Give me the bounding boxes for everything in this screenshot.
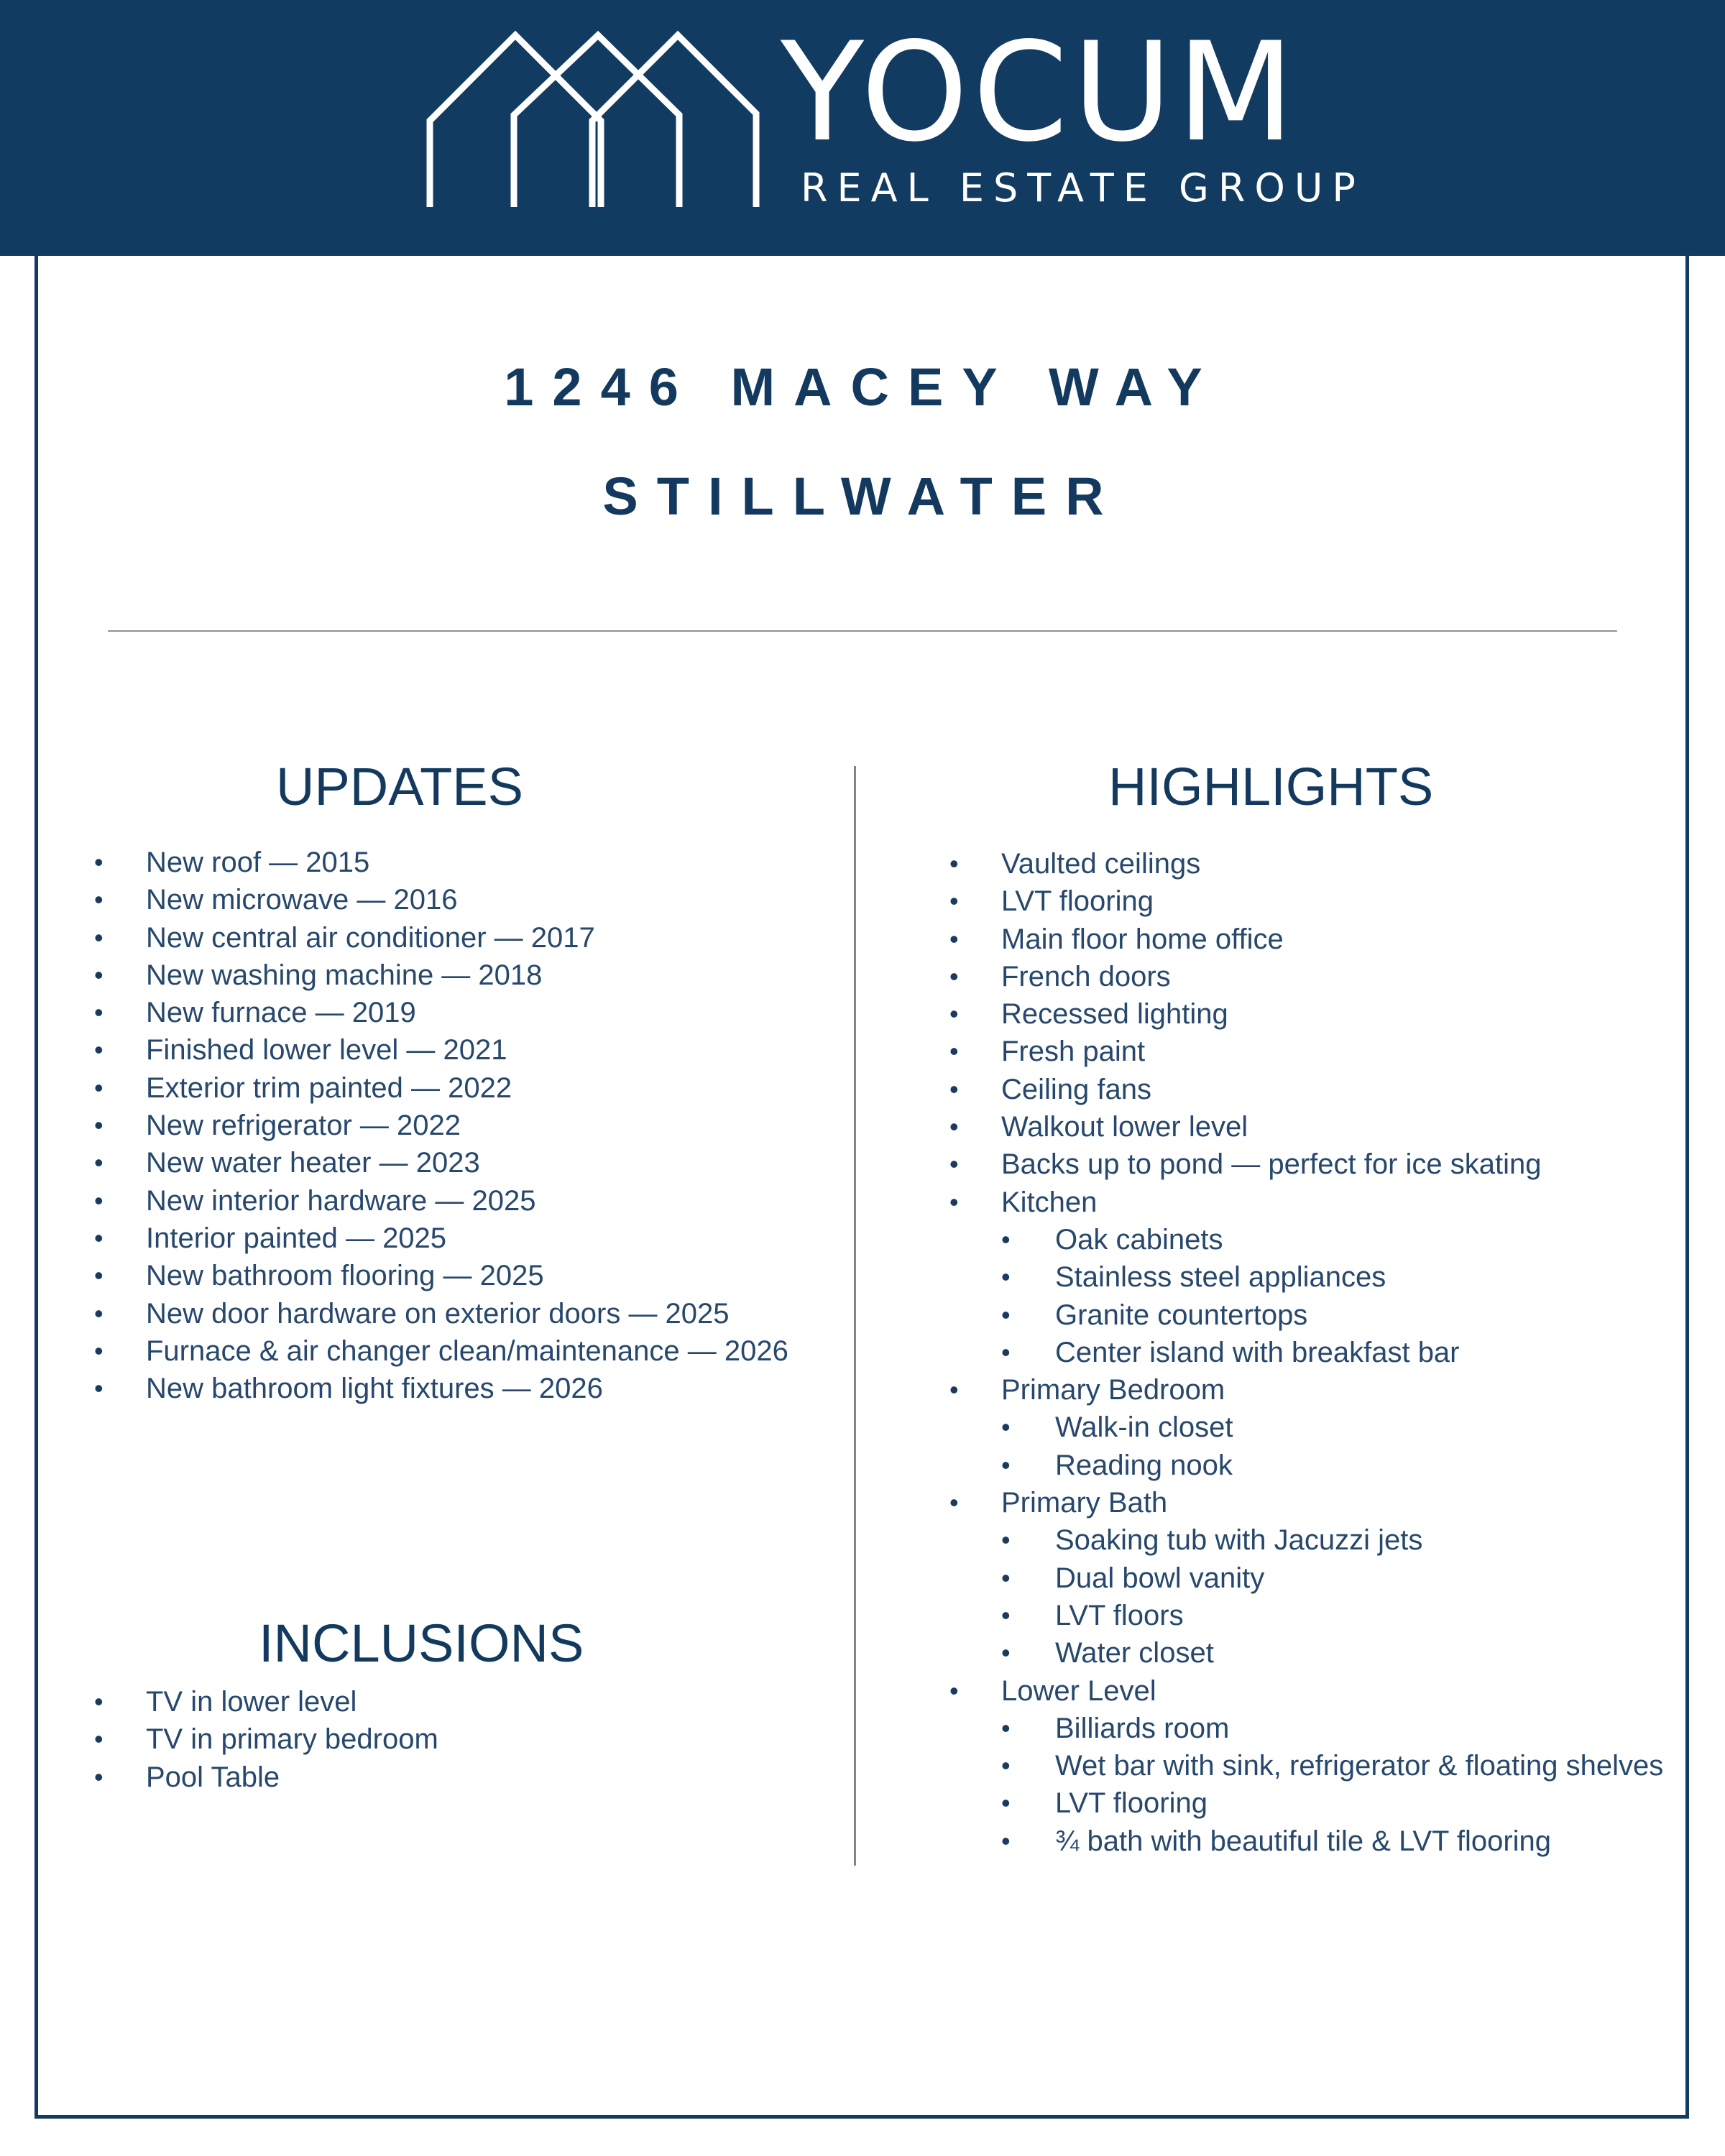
update-item: • Finished lower level — 2021: [146, 1031, 788, 1069]
highlight-subitem: • Dual bowl vanity: [1001, 1560, 1663, 1597]
highlight-subitem: • Oak cabinets: [1001, 1221, 1663, 1258]
highlight-item: • Vaulted ceilings: [1001, 845, 1663, 883]
highlight-item: • Primary Bedroom: [1001, 1371, 1663, 1409]
highlight-item: • Fresh paint: [1001, 1033, 1663, 1070]
highlight-subitem: • LVT floors: [1001, 1597, 1663, 1634]
update-item: • Interior painted — 2025: [146, 1220, 788, 1257]
update-item: • New microwave — 2016: [146, 881, 788, 918]
highlight-subitem: • Granite countertops: [1001, 1296, 1663, 1334]
update-item: • New bathroom light fixtures — 2026: [146, 1370, 788, 1407]
highlight-subitem: • Wet bar with sink, refrigerator & floating shelves: [1001, 1747, 1663, 1784]
highlight-subitem: • Water closet: [1001, 1634, 1663, 1672]
update-item: • New central air conditioner — 2017: [146, 919, 788, 957]
highlight-item: • LVT flooring: [1001, 883, 1663, 920]
updates-title: UPDATES: [276, 757, 524, 816]
update-item: • New water heater — 2023: [146, 1144, 788, 1181]
house-outline-logo-icon: [424, 29, 762, 210]
highlight-item: • Main floor home office: [1001, 921, 1663, 958]
update-item: • New roof — 2015: [146, 844, 788, 881]
inclusion-item: • TV in lower level: [146, 1683, 438, 1720]
update-item: • Furnace & air changer clean/maintenance — 2026: [146, 1332, 788, 1370]
highlight-item: • Primary Bath: [1001, 1484, 1663, 1521]
updates-list: [146, 844, 788, 1407]
highlight-item: • Recessed lighting: [1001, 995, 1663, 1033]
inclusions-title: INCLUSIONS: [259, 1613, 584, 1673]
update-item: • Exterior trim painted — 2022: [146, 1069, 788, 1107]
update-item: • New door hardware on exterior doors — 2025: [146, 1295, 788, 1332]
highlight-subitem: • Stainless steel appliances: [1001, 1258, 1663, 1296]
update-item: • New washing machine — 2018: [146, 957, 788, 994]
highlight-subitem: • LVT flooring: [1001, 1784, 1663, 1822]
inclusion-item: • Pool Table: [146, 1759, 438, 1796]
inclusions-list: [146, 1683, 438, 1796]
inclusion-item: • TV in primary bedroom: [146, 1720, 438, 1758]
property-address: 1246 MACEY WAY: [504, 357, 1221, 417]
highlights-list: [1001, 845, 1663, 1860]
highlight-subitem: • Walk-in closet: [1001, 1409, 1663, 1446]
highlight-item: • Ceiling fans: [1001, 1071, 1663, 1108]
brand-header: [0, 0, 1725, 256]
update-item: • New interior hardware — 2025: [146, 1182, 788, 1220]
highlight-item: • Backs up to pond — perfect for ice skating: [1001, 1146, 1663, 1183]
divider-vertical: [854, 766, 856, 1866]
property-city: STILLWATER: [602, 466, 1123, 526]
highlight-subitem: • Center island with breakfast bar: [1001, 1334, 1663, 1371]
highlight-subitem: • ¾ bath with beautiful tile & LVT flooring: [1001, 1823, 1663, 1860]
highlights-title: HIGHLIGHTS: [1108, 757, 1434, 816]
update-item: • New bathroom flooring — 2025: [146, 1257, 788, 1294]
highlight-item: • Walkout lower level: [1001, 1108, 1663, 1146]
update-item: • New furnace — 2019: [146, 994, 788, 1031]
highlight-item: • French doors: [1001, 958, 1663, 995]
highlight-subitem: • Reading nook: [1001, 1447, 1663, 1484]
highlight-subitem: • Billiards room: [1001, 1710, 1663, 1747]
brand-tagline: REAL ESTATE GROUP: [801, 165, 1365, 211]
divider-horizontal: [108, 630, 1617, 632]
highlight-subitem: • Soaking tub with Jacuzzi jets: [1001, 1521, 1663, 1559]
highlight-item: • Kitchen: [1001, 1184, 1663, 1221]
update-item: • New refrigerator — 2022: [146, 1107, 788, 1144]
highlight-item: • Lower Level: [1001, 1672, 1663, 1710]
brand-name: YOCUM: [781, 13, 1299, 172]
